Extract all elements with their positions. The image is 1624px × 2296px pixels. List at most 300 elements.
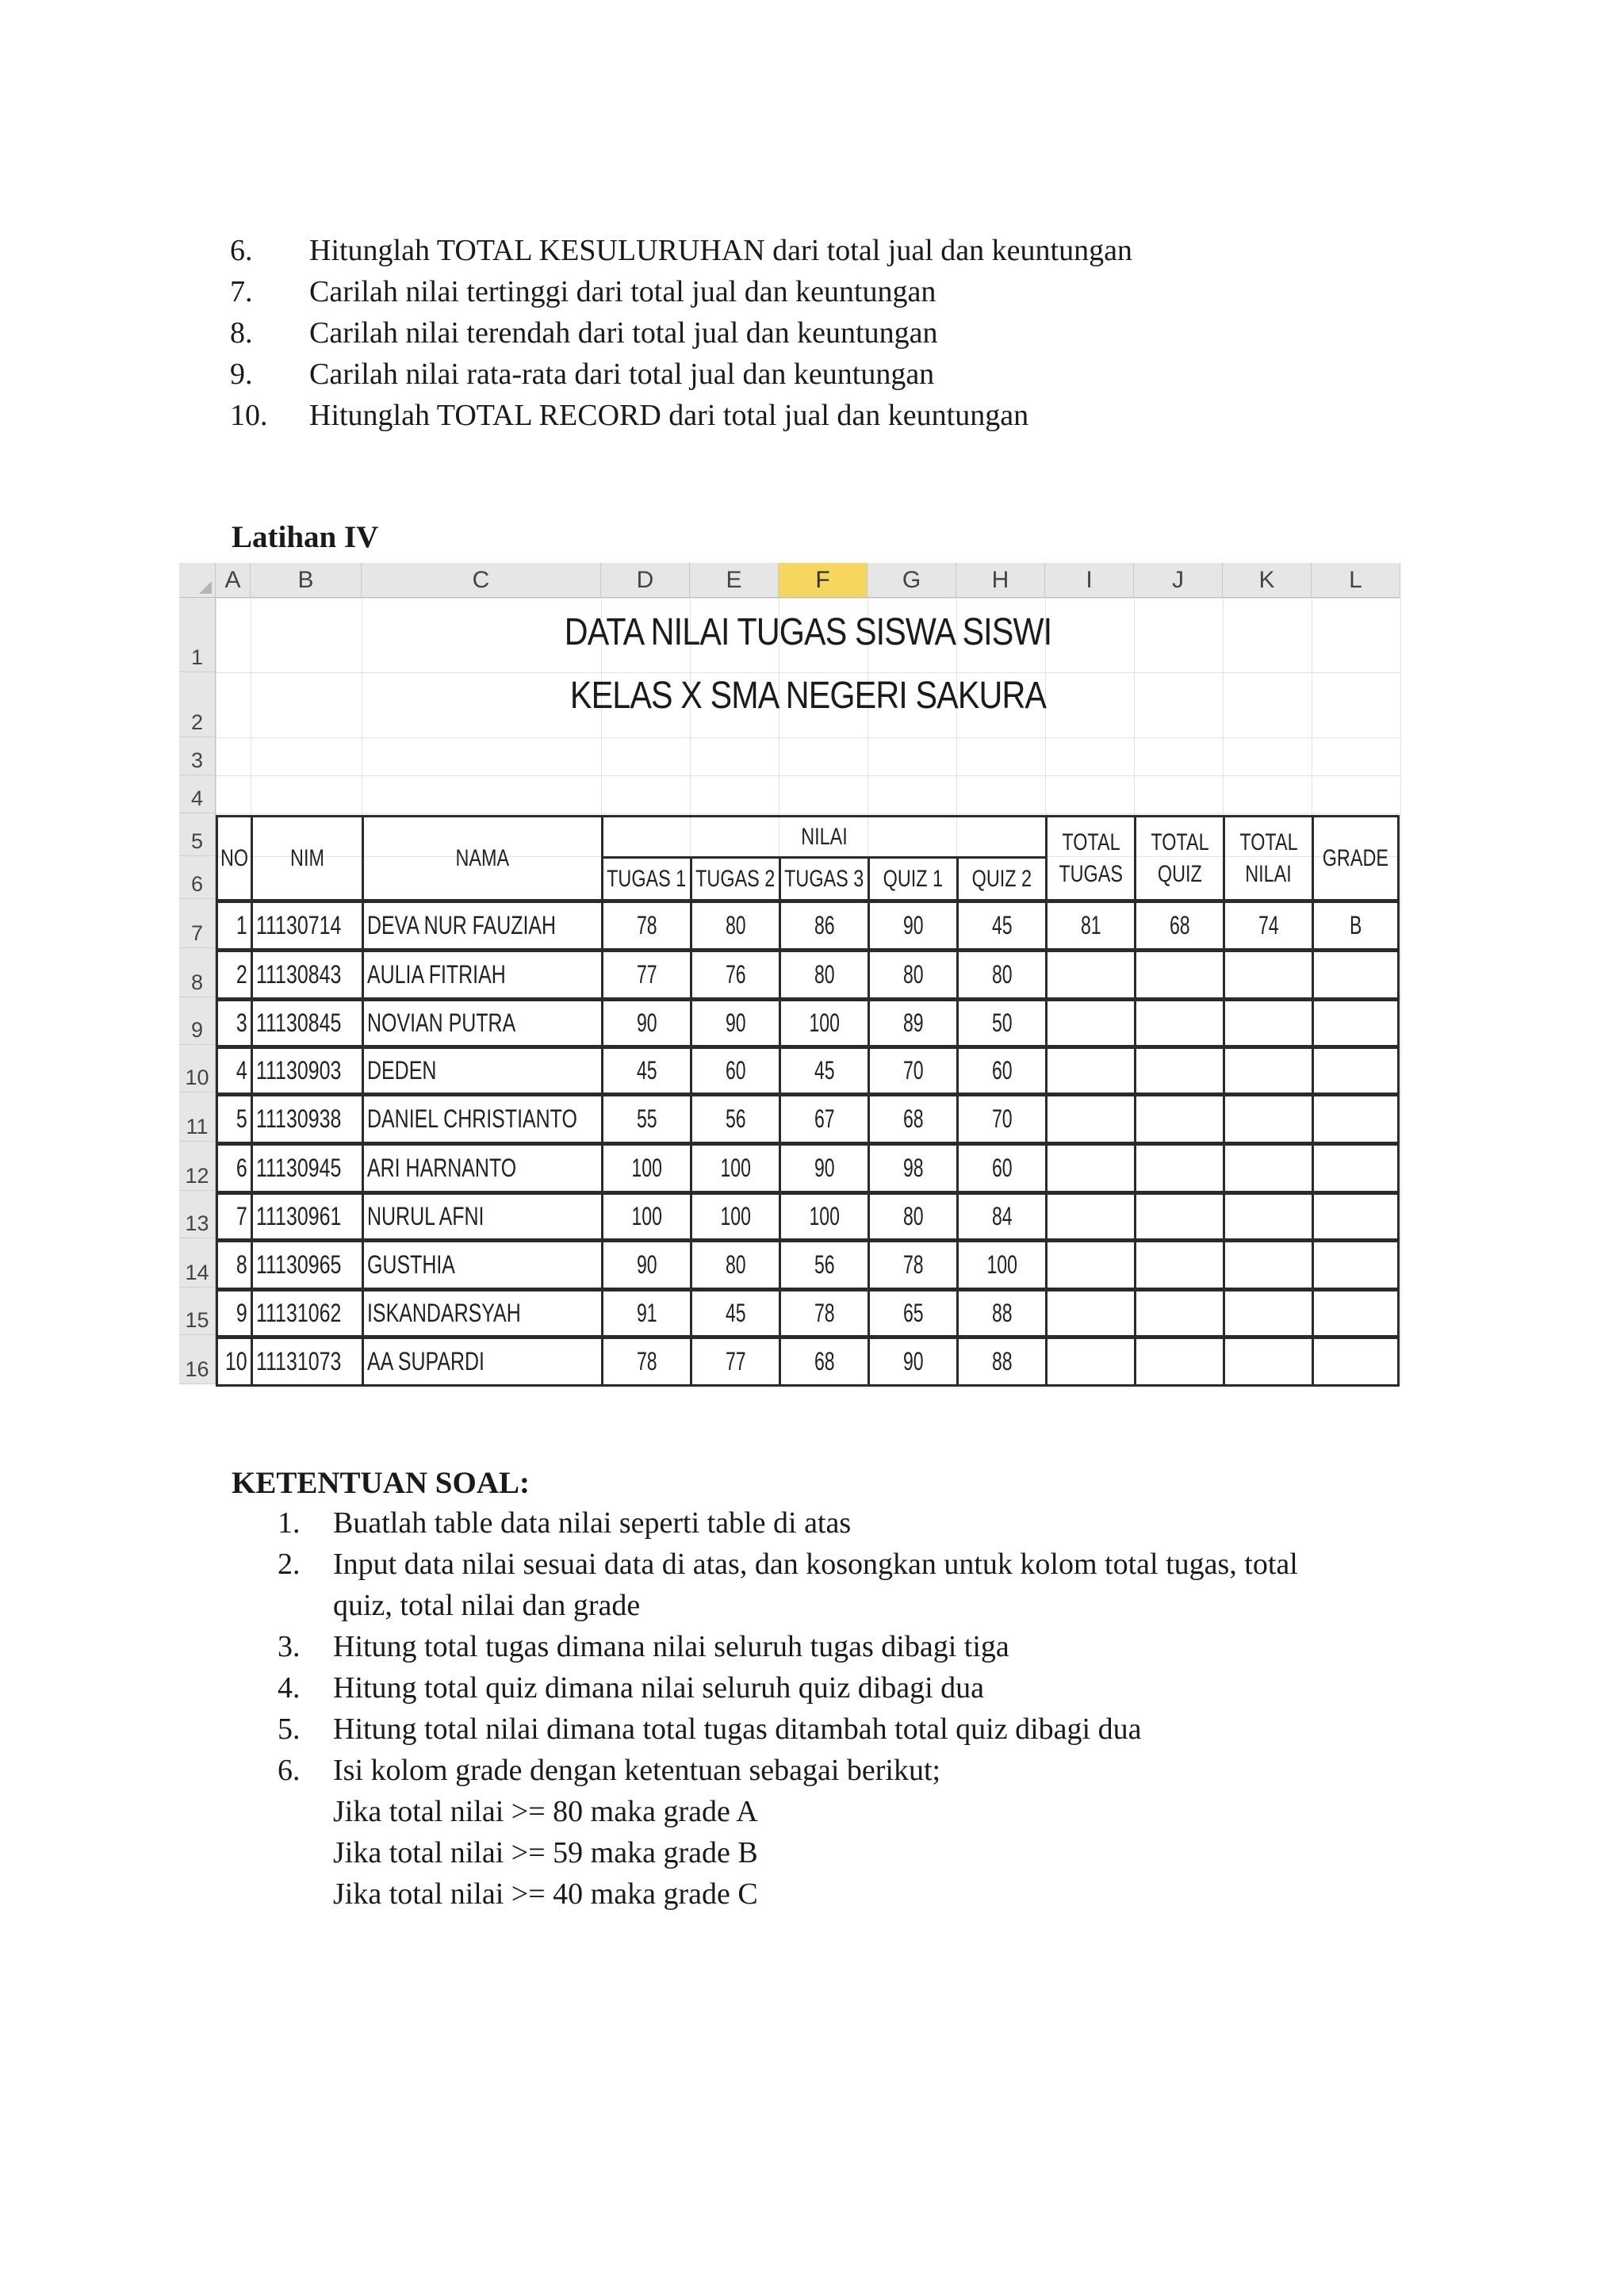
cell-total-nilai bbox=[1223, 901, 1314, 951]
header-total-quiz bbox=[1134, 815, 1225, 901]
row-number: 1 bbox=[190, 645, 204, 669]
cell-tugas2-text: 80 bbox=[725, 911, 746, 939]
cell-nim-text: 11130845 bbox=[256, 1008, 342, 1037]
cell-no bbox=[216, 1192, 253, 1241]
row-number: 8 bbox=[190, 970, 204, 994]
cell-grade-text: B bbox=[1349, 911, 1362, 939]
cell-tugas3 bbox=[779, 1143, 870, 1193]
cell-total-tugas bbox=[1045, 901, 1136, 951]
cell-quiz2-text: 60 bbox=[991, 1056, 1013, 1085]
cell-tugas3-text: 67 bbox=[814, 1104, 835, 1133]
cell-no-text: 9 bbox=[236, 1299, 247, 1327]
cell-tugas3 bbox=[779, 1337, 870, 1387]
gridline bbox=[216, 813, 1400, 814]
column-header-f[interactable]: F bbox=[779, 563, 868, 598]
cell-tugas1 bbox=[601, 901, 692, 951]
cell-quiz1 bbox=[868, 1143, 959, 1193]
cell-total-quiz bbox=[1134, 1337, 1225, 1387]
cell-nim-text: 11131062 bbox=[256, 1299, 342, 1327]
cell-nama-text: DEVA NUR FAUZIAH bbox=[367, 911, 557, 939]
cell-quiz2-text: 100 bbox=[986, 1250, 1017, 1279]
cell-tugas3 bbox=[779, 1192, 870, 1241]
cell-tugas2 bbox=[690, 1192, 781, 1241]
cell-tugas3-text: 78 bbox=[814, 1299, 835, 1327]
cell-no-text: 10 bbox=[225, 1347, 247, 1376]
column-header-d[interactable]: D bbox=[601, 563, 690, 598]
cell-no-text: 2 bbox=[236, 960, 247, 989]
row-number: 2 bbox=[190, 710, 204, 734]
gridline bbox=[1400, 598, 1401, 1384]
cell-quiz1-text: 78 bbox=[902, 1250, 924, 1279]
cell-quiz2 bbox=[956, 1289, 1048, 1337]
cell-tugas2 bbox=[690, 950, 781, 1000]
cell-total-nilai bbox=[1223, 1192, 1314, 1241]
column-header-e[interactable]: E bbox=[690, 563, 779, 598]
cell-tugas3-text: 100 bbox=[809, 1008, 840, 1037]
cell-tugas2 bbox=[690, 999, 781, 1047]
row-number: 11 bbox=[186, 1115, 209, 1138]
ketentuan-heading: KETENTUAN SOAL: bbox=[232, 1466, 530, 1500]
ketentuan-item bbox=[278, 1502, 1298, 1544]
row-header-6[interactable] bbox=[179, 856, 216, 899]
cell-nim bbox=[251, 1143, 364, 1193]
row-header-11[interactable] bbox=[179, 1093, 216, 1142]
cell-quiz2 bbox=[956, 1047, 1048, 1095]
cell-total-quiz bbox=[1134, 950, 1225, 1000]
cell-tugas2-text: 100 bbox=[720, 1154, 751, 1182]
cell-nama-text: AA SUPARDI bbox=[367, 1347, 485, 1376]
column-header-h[interactable]: H bbox=[956, 563, 1045, 598]
cell-quiz2-text: 50 bbox=[991, 1008, 1013, 1037]
cell-tugas1 bbox=[601, 1337, 692, 1387]
column-header-b[interactable]: B bbox=[251, 563, 362, 598]
cell-nama bbox=[362, 1143, 603, 1193]
cell-tugas1-text: 100 bbox=[631, 1154, 662, 1182]
cell-nim-text: 11131073 bbox=[256, 1347, 342, 1376]
cell-nama bbox=[362, 999, 603, 1047]
header-tugas1-text: TUGAS 1 bbox=[607, 865, 687, 892]
gridline bbox=[216, 672, 1400, 673]
cell-total-quiz bbox=[1134, 999, 1225, 1047]
cell-nim-text: 11130938 bbox=[256, 1104, 342, 1133]
cell-tugas3 bbox=[779, 950, 870, 1000]
cell-tugas2 bbox=[690, 1240, 781, 1290]
cell-quiz2-text: 60 bbox=[991, 1154, 1013, 1182]
header-total-tugas bbox=[1045, 815, 1136, 901]
cell-no-text: 7 bbox=[236, 1202, 247, 1230]
cell-tugas2 bbox=[690, 1094, 781, 1144]
cell-total-quiz bbox=[1134, 1143, 1225, 1193]
row-header-12[interactable] bbox=[179, 1142, 216, 1191]
cell-nim-text: 11130945 bbox=[256, 1154, 342, 1182]
cell-grade bbox=[1312, 1047, 1400, 1095]
cell-quiz2-text: 80 bbox=[991, 960, 1013, 989]
cell-no bbox=[216, 999, 253, 1047]
cell-nim-text: 11130843 bbox=[256, 960, 342, 989]
cell-no bbox=[216, 1047, 253, 1095]
cell-total-nilai bbox=[1223, 1337, 1314, 1387]
corner-triangle-icon bbox=[199, 581, 212, 594]
row-number: 15 bbox=[185, 1308, 209, 1332]
row-header-8[interactable] bbox=[179, 948, 216, 997]
cell-nama bbox=[362, 1240, 603, 1290]
cell-grade bbox=[1312, 901, 1400, 951]
cell-quiz1-text: 90 bbox=[902, 1347, 924, 1376]
cell-total-nilai bbox=[1223, 1240, 1314, 1290]
cell-nama bbox=[362, 1047, 603, 1095]
cell-quiz1-text: 80 bbox=[902, 1202, 924, 1230]
cell-quiz2 bbox=[956, 1192, 1048, 1241]
gridline bbox=[216, 775, 1400, 776]
ketentuan-number: 6. bbox=[278, 1754, 301, 1787]
header-tugas3-text: TUGAS 3 bbox=[784, 865, 864, 892]
list-number: 10. bbox=[230, 399, 268, 432]
cell-quiz1 bbox=[868, 1192, 959, 1241]
cell-total-nilai bbox=[1223, 999, 1314, 1047]
cell-total-quiz bbox=[1134, 1289, 1225, 1337]
cell-quiz2-text: 84 bbox=[991, 1202, 1013, 1230]
cell-nama bbox=[362, 1192, 603, 1241]
ketentuan-number: 4. bbox=[278, 1671, 301, 1705]
row-header-3[interactable] bbox=[179, 737, 216, 775]
header-line: TUGAS bbox=[1059, 860, 1123, 887]
list-text: Carilah nilai rata-rata dari total jual dan keuntungan bbox=[309, 358, 935, 391]
column-header-k[interactable]: K bbox=[1223, 563, 1312, 598]
cell-quiz1-text: 90 bbox=[902, 911, 924, 939]
cell-tugas2 bbox=[690, 1143, 781, 1193]
cell-nim-text: 11130961 bbox=[256, 1202, 342, 1230]
ketentuan-line: Input data nilai sesuai data di atas, dan kosongkan untuk kolom total tugas, total bbox=[333, 1548, 1298, 1581]
cell-nim bbox=[251, 950, 364, 1000]
cell-tugas2-text: 100 bbox=[720, 1202, 751, 1230]
cell-tugas2-text: 90 bbox=[725, 1008, 746, 1037]
cell-nama-text: NURUL AFNI bbox=[367, 1202, 485, 1230]
cell-total-quiz bbox=[1134, 1094, 1225, 1144]
cell-tugas2 bbox=[690, 1289, 781, 1337]
cell-tugas2 bbox=[690, 1047, 781, 1095]
cell-total-nilai bbox=[1223, 1143, 1314, 1193]
cell-tugas2-text: 77 bbox=[725, 1347, 746, 1376]
cell-total-quiz bbox=[1134, 901, 1225, 951]
cell-total-nilai bbox=[1223, 1289, 1314, 1337]
cell-total-tugas-text: 81 bbox=[1080, 911, 1101, 939]
gridline bbox=[216, 737, 1400, 738]
sheet-subtitle: KELAS X SMA NEGERI SAKURA bbox=[569, 675, 1047, 717]
cell-no-text: 5 bbox=[236, 1104, 247, 1133]
ketentuan-line: Buatlah table data nilai seperti table di atas bbox=[333, 1506, 852, 1540]
cell-nim bbox=[251, 1240, 364, 1290]
column-header-a[interactable]: A bbox=[216, 563, 251, 598]
cell-nama bbox=[362, 1337, 603, 1387]
cell-tugas3 bbox=[779, 1289, 870, 1337]
cell-tugas1-text: 78 bbox=[636, 1347, 657, 1376]
cell-nama bbox=[362, 901, 603, 951]
cell-quiz2 bbox=[956, 901, 1048, 951]
column-header-g[interactable]: G bbox=[868, 563, 956, 598]
row-number: 4 bbox=[190, 786, 204, 810]
list-number: 7. bbox=[230, 275, 253, 308]
ketentuan-line: Isi kolom grade dengan ketentuan sebagai berikut; bbox=[333, 1754, 941, 1787]
cell-nim bbox=[251, 1047, 364, 1095]
list-text: Hitunglah TOTAL KESULURUHAN dari total jual dan keuntungan bbox=[309, 234, 1132, 267]
sheet-title: DATA NILAI TUGAS SISWA SISWI bbox=[564, 611, 1052, 653]
header-nilai bbox=[601, 815, 1048, 859]
cell-grade bbox=[1312, 1289, 1400, 1337]
cell-grade bbox=[1312, 1240, 1400, 1290]
list-number: 9. bbox=[230, 358, 253, 391]
cell-quiz1-text: 89 bbox=[902, 1008, 924, 1037]
row-header-4[interactable] bbox=[179, 775, 216, 813]
row-number: 6 bbox=[190, 872, 204, 896]
row-header-5[interactable] bbox=[179, 813, 216, 856]
cell-total-tugas bbox=[1045, 950, 1136, 1000]
cell-total-nilai bbox=[1223, 950, 1314, 1000]
cell-tugas3 bbox=[779, 1047, 870, 1095]
ketentuan-item bbox=[278, 1544, 1298, 1626]
cell-tugas3 bbox=[779, 1094, 870, 1144]
ketentuan-line: Hitung total quiz dimana nilai seluruh quiz dibagi dua bbox=[333, 1671, 985, 1705]
cell-tugas1 bbox=[601, 1240, 692, 1290]
cell-nama-text: ISKANDARSYAH bbox=[367, 1299, 521, 1327]
cell-nama-text: ARI HARNANTO bbox=[367, 1154, 517, 1182]
cell-no-text: 8 bbox=[236, 1250, 247, 1279]
cell-total-quiz-text: 68 bbox=[1169, 911, 1190, 939]
row-header-1[interactable] bbox=[179, 598, 216, 672]
cell-quiz2-text: 70 bbox=[991, 1104, 1013, 1133]
cell-no-text: 3 bbox=[236, 1008, 247, 1037]
cell-tugas3-text: 90 bbox=[814, 1154, 835, 1182]
cell-tugas1-text: 90 bbox=[636, 1250, 657, 1279]
cell-tugas3-text: 68 bbox=[814, 1347, 835, 1376]
header-quiz2-text: QUIZ 2 bbox=[971, 865, 1032, 892]
header-line: TOTAL bbox=[1150, 828, 1209, 855]
ketentuan-number: 5. bbox=[278, 1712, 301, 1746]
cell-no bbox=[216, 1240, 253, 1290]
cell-nim-text: 11130714 bbox=[256, 911, 342, 939]
cell-no-text: 6 bbox=[236, 1154, 247, 1182]
cell-nama-text: NOVIAN PUTRA bbox=[367, 1008, 516, 1037]
row-header-13[interactable] bbox=[179, 1191, 216, 1238]
cell-tugas1 bbox=[601, 1143, 692, 1193]
cell-quiz2 bbox=[956, 1143, 1048, 1193]
row-number: 10 bbox=[185, 1066, 209, 1089]
header-tugas3 bbox=[779, 856, 870, 901]
cell-grade bbox=[1312, 950, 1400, 1000]
spreadsheet-image bbox=[179, 563, 1400, 1403]
ketentuan-line: Hitung total tugas dimana nilai seluruh tugas dibagi tiga bbox=[333, 1630, 1009, 1663]
row-header-2[interactable] bbox=[179, 672, 216, 737]
cell-total-nilai-text: 74 bbox=[1258, 911, 1279, 939]
cell-quiz2 bbox=[956, 999, 1048, 1047]
header-line: TOTAL bbox=[1061, 828, 1120, 855]
cell-quiz1-text: 70 bbox=[902, 1056, 924, 1085]
cell-quiz2-text: 88 bbox=[991, 1347, 1013, 1376]
cell-grade bbox=[1312, 1094, 1400, 1144]
list-text: Carilah nilai tertinggi dari total jual dan keuntungan bbox=[309, 275, 936, 308]
cell-nama-text: GUSTHIA bbox=[367, 1250, 455, 1279]
cell-tugas1-text: 90 bbox=[636, 1008, 657, 1037]
list-text: Carilah nilai terendah dari total jual dan keuntungan bbox=[309, 316, 938, 350]
cell-tugas1-text: 78 bbox=[636, 911, 657, 939]
cell-tugas3-text: 100 bbox=[809, 1202, 840, 1230]
latihan-heading: Latihan IV bbox=[232, 520, 379, 554]
gridline bbox=[216, 598, 1400, 599]
cell-nim bbox=[251, 1094, 364, 1144]
column-header-l[interactable]: L bbox=[1312, 563, 1400, 598]
cell-tugas2-text: 60 bbox=[725, 1056, 746, 1085]
row-number: 14 bbox=[185, 1261, 209, 1284]
cell-tugas2 bbox=[690, 901, 781, 951]
cell-quiz2 bbox=[956, 1094, 1048, 1144]
row-header-16[interactable] bbox=[179, 1335, 216, 1384]
cell-tugas2-text: 45 bbox=[725, 1299, 746, 1327]
cell-tugas1-text: 55 bbox=[636, 1104, 657, 1133]
header-line: NILAI bbox=[1245, 860, 1292, 887]
cell-tugas3 bbox=[779, 999, 870, 1047]
cell-total-nilai bbox=[1223, 1047, 1314, 1095]
cell-tugas2 bbox=[690, 1337, 781, 1387]
cell-total-tugas bbox=[1045, 1094, 1136, 1144]
ketentuan-list bbox=[278, 1502, 1298, 1915]
cell-nim bbox=[251, 1289, 364, 1337]
cell-tugas1-text: 100 bbox=[631, 1202, 662, 1230]
list-text: Hitunglah TOTAL RECORD dari total jual dan keuntungan bbox=[309, 399, 1029, 432]
header-line: QUIZ bbox=[1157, 860, 1202, 887]
ketentuan-item bbox=[278, 1626, 1298, 1667]
list-number: 6. bbox=[230, 234, 253, 267]
ketentuan-line: quiz, total nilai dan grade bbox=[333, 1589, 641, 1622]
row-header-7[interactable] bbox=[179, 899, 216, 948]
cell-grade bbox=[1312, 1337, 1400, 1387]
cell-quiz2 bbox=[956, 1337, 1048, 1387]
cell-tugas1 bbox=[601, 1289, 692, 1337]
cell-no bbox=[216, 1094, 253, 1144]
row-number: 5 bbox=[190, 829, 204, 853]
ketentuan-line: Jika total nilai >= 59 maka grade B bbox=[333, 1836, 758, 1869]
cell-grade bbox=[1312, 1192, 1400, 1241]
cell-nim bbox=[251, 901, 364, 951]
cell-nim bbox=[251, 1337, 364, 1387]
cell-quiz1 bbox=[868, 901, 959, 951]
cell-tugas3 bbox=[779, 901, 870, 951]
ketentuan-line: Hitung total nilai dimana total tugas ditambah total quiz dibagi dua bbox=[333, 1712, 1142, 1746]
cell-total-quiz bbox=[1134, 1240, 1225, 1290]
header-grade bbox=[1312, 815, 1400, 901]
cell-nama-text: DEDEN bbox=[367, 1056, 437, 1085]
ketentuan-number: 1. bbox=[278, 1506, 301, 1540]
cell-quiz1-text: 80 bbox=[902, 960, 924, 989]
cell-total-tugas bbox=[1045, 1337, 1136, 1387]
cell-tugas1-text: 45 bbox=[636, 1056, 657, 1085]
ketentuan-line: Jika total nilai >= 40 maka grade C bbox=[333, 1877, 758, 1911]
cell-total-quiz bbox=[1134, 1192, 1225, 1241]
cell-quiz2-text: 45 bbox=[991, 911, 1013, 939]
cell-total-tugas bbox=[1045, 1047, 1136, 1095]
cell-tugas3-text: 56 bbox=[814, 1250, 835, 1279]
cell-no bbox=[216, 1289, 253, 1337]
row-number: 13 bbox=[185, 1211, 209, 1235]
header-nim bbox=[251, 815, 364, 901]
ketentuan-item bbox=[278, 1667, 1298, 1709]
cell-tugas1-text: 91 bbox=[636, 1299, 657, 1327]
cell-total-tugas bbox=[1045, 999, 1136, 1047]
column-header-i[interactable]: I bbox=[1045, 563, 1134, 598]
cell-no bbox=[216, 1337, 253, 1387]
cell-no bbox=[216, 1143, 253, 1193]
row-number: 12 bbox=[185, 1164, 209, 1188]
header-no bbox=[216, 815, 253, 901]
cell-grade bbox=[1312, 1143, 1400, 1193]
cell-tugas2-text: 56 bbox=[725, 1104, 746, 1133]
row-header-9[interactable] bbox=[179, 997, 216, 1045]
cell-quiz1 bbox=[868, 1094, 959, 1144]
cell-no-text: 4 bbox=[236, 1056, 247, 1085]
cell-nim-text: 11130903 bbox=[256, 1056, 342, 1085]
header-tugas1 bbox=[601, 856, 692, 901]
cell-total-tugas bbox=[1045, 1143, 1136, 1193]
cell-tugas3-text: 45 bbox=[814, 1056, 835, 1085]
header-nama-text: NAMA bbox=[455, 844, 510, 871]
ketentuan-number: 2. bbox=[278, 1548, 301, 1581]
column-header-c[interactable]: C bbox=[362, 563, 601, 598]
cell-no-text: 1 bbox=[236, 911, 247, 939]
ketentuan-item bbox=[278, 1709, 1298, 1750]
cell-tugas1-text: 77 bbox=[636, 960, 657, 989]
cell-nama bbox=[362, 1289, 603, 1337]
row-number: 16 bbox=[185, 1357, 209, 1381]
cell-quiz2 bbox=[956, 1240, 1048, 1290]
header-nilai-text: NILAI bbox=[801, 823, 848, 850]
cell-quiz1 bbox=[868, 1240, 959, 1290]
cell-nim bbox=[251, 999, 364, 1047]
cell-quiz1-text: 68 bbox=[902, 1104, 924, 1133]
cell-tugas2-text: 80 bbox=[725, 1250, 746, 1279]
cell-tugas3 bbox=[779, 1240, 870, 1290]
cell-nama bbox=[362, 950, 603, 1000]
cell-tugas1 bbox=[601, 950, 692, 1000]
cell-nama-text: AULIA FITRIAH bbox=[367, 960, 506, 989]
cell-total-tugas bbox=[1045, 1240, 1136, 1290]
list-number: 8. bbox=[230, 316, 253, 350]
cell-quiz1 bbox=[868, 1047, 959, 1095]
row-number: 7 bbox=[190, 921, 204, 945]
cell-tugas1 bbox=[601, 1094, 692, 1144]
cell-quiz1-text: 98 bbox=[902, 1154, 924, 1182]
cell-quiz1 bbox=[868, 1337, 959, 1387]
cell-tugas1 bbox=[601, 1047, 692, 1095]
cell-tugas2-text: 76 bbox=[725, 960, 746, 989]
cell-quiz1-text: 65 bbox=[902, 1299, 924, 1327]
row-number: 9 bbox=[190, 1018, 204, 1042]
cell-nim bbox=[251, 1192, 364, 1241]
header-tugas2 bbox=[690, 856, 781, 901]
cell-quiz1 bbox=[868, 999, 959, 1047]
row-header-10[interactable] bbox=[179, 1045, 216, 1093]
column-header-j[interactable]: J bbox=[1134, 563, 1223, 598]
row-header-15[interactable] bbox=[179, 1288, 216, 1335]
header-no-text: NO bbox=[220, 844, 249, 871]
header-grade-text: GRADE bbox=[1322, 844, 1389, 871]
header-tugas2-text: TUGAS 2 bbox=[695, 865, 776, 892]
cell-tugas1 bbox=[601, 999, 692, 1047]
cell-no bbox=[216, 950, 253, 1000]
cell-quiz1 bbox=[868, 950, 959, 1000]
ketentuan-number: 3. bbox=[278, 1630, 301, 1663]
header-quiz1-text: QUIZ 1 bbox=[883, 865, 944, 892]
header-quiz1 bbox=[868, 856, 959, 901]
cell-quiz1 bbox=[868, 1289, 959, 1337]
row-header-14[interactable] bbox=[179, 1238, 216, 1288]
